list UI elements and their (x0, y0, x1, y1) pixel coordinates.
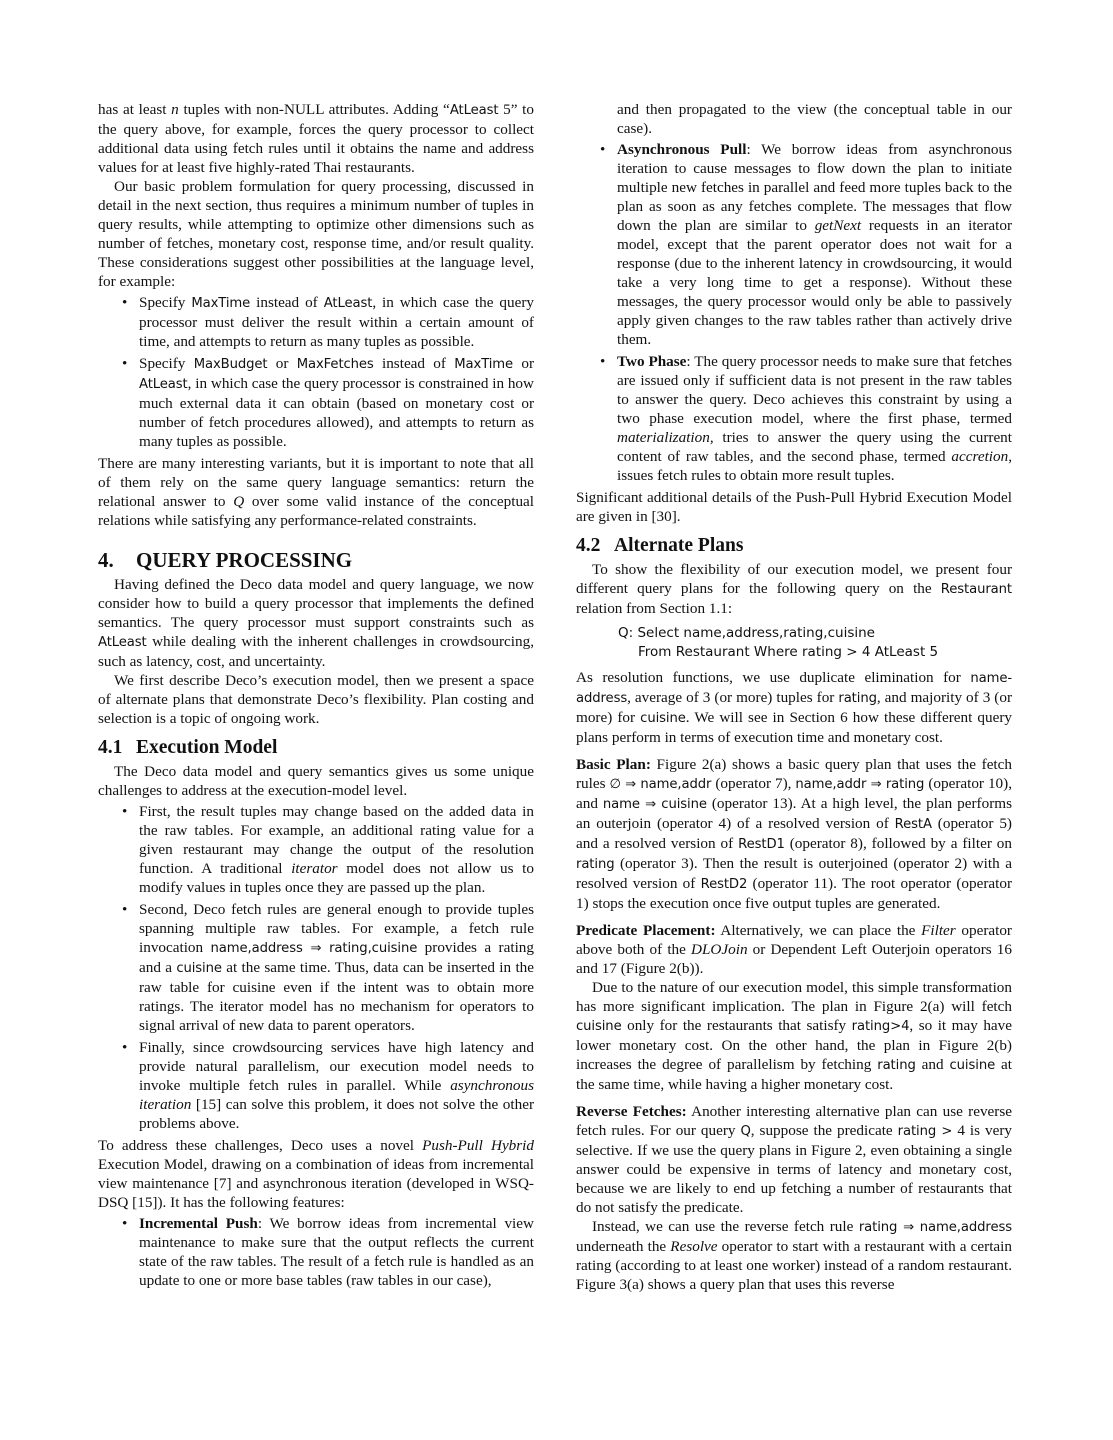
paragraph-variants-semantics: There are many interesting variants, but it is important to note that all of them rely on the same query language semantics: return the relational answer to Q over some valid instance of the conceptual relations while satisfying any performance-related constraints. (98, 455, 535, 529)
paragraph-predicate-placement: Predicate Placement: Alternatively, we can place the Filter operator above both of the DLOJoin or Dependent Left Outerjoin operators 16 and 17 (Figure 2(b)). (576, 922, 1012, 977)
paragraph-transformation-implication: Due to the nature of our execution model, this simple transformation has more significant implication. The plan in Figure 2(a) will fetch cuisine only for the restaurants that satisfy rating>4, so it may have lower monetary cost. On the other hand, the plan in Figure 2(b) increases the degree of parallelism by fetching rating and cuisine at the same time, while having a higher monetary cost. (576, 979, 1012, 1093)
math-n: n (171, 101, 179, 118)
paragraph-atleast-example: has at least n tuples with non-NULL attributes. Adding “AtLeast 5” to the query above, for example, forces the query processor to collect additional data using fetch rules until it obtains the name and address values for at least five highly-rated Thai restaurants. (98, 101, 534, 176)
right-column (576, 100, 1012, 1294)
list-item: • Specify MaxTime instead of AtLeast, in which case the query processor must deliver the result within a certain amount of time, and attempts to return as many tuples as possible. (139, 293, 534, 351)
subsection-heading-execution-model: 4.1 Execution Model (98, 737, 278, 758)
paragraph-query-processor-intro: Having defined the Deco data model and query language, we now consider how to build a query processor that implements the defined semantics. The query processor must support constraints such as AtLeast while dealing with the inherent challenges in crowdsourcing, such as latency, cost, and uncertainty. (98, 576, 534, 670)
paragraph-reverse-fetches: Reverse Fetches: Another interesting alternative plan can use reverse fetch rules. For our query Q, suppose the predicate rating > 4 is very selective. If we use the query plans in Figure 2, even obtaining a single answer could be expensive in terms of latency and monetary cost, because we are likely to end up fetching a number of restaurants that do not satisfy the predicate. (576, 1103, 1012, 1216)
list-item: • Finally, since crowdsourcing services have high latency and provide natural parallelism, our execution model needs to invoke multiple fetch rules in parallel. While asynchronous iteration [15] can solve this problem, it does not solve the other problems above. (139, 1038, 534, 1133)
list-item: • Second, Deco fetch rules are general enough to provide tuples spanning multiple raw tables. For example, a fetch rule invocation name,address ⇒ rating,cuisine provides a rating and a cuisine at the same time. Thus, data can be inserted in the raw table for cuisine even if the intent was to obtain more ratings. The iterator model has no mechanism for operators to signal arrival of new data to parent operators. (139, 900, 534, 1035)
left-column (98, 100, 534, 1293)
language-variants-list (98, 293, 534, 451)
paragraph-challenges-intro: The Deco data model and query semantics gives us some unique challenges to address at the execution-model level. (98, 763, 534, 799)
section-heading-query-processing: 4. QUERY PROCESSING (98, 548, 353, 572)
paragraph-section-overview: We first describe Deco’s execution model, then we present a space of alternate plans that demonstrate Deco’s flexibility. Plan costing and selection is a topic of ongoing work. (98, 672, 534, 727)
list-item: • First, the result tuples may change based on the added data in the raw tables. For example, an additional rating value for a given restaurant may change the output of the resolution function. A traditional iterator model does not allow us to modify values in tuples once they are passed up the plan. (139, 802, 534, 897)
keyword-atleast: AtLeast (449, 103, 499, 118)
subsection-heading-alternate-plans: 4.2 Alternate Plans (576, 535, 744, 556)
paragraph-push-pull-intro: To address these challenges, Deco uses a novel Push-Pull Hybrid Execution Model, drawing on a combination of ideas from incremental view maintenance [7] and asynchronous iteration (developed in WSQ-DSQ [15]). It has the following features: (98, 1137, 534, 1211)
query-line-2: From Restaurant Where rating > 4 AtLeast 5 (638, 644, 939, 660)
list-item: • Incremental Push: We borrow ideas from incremental view maintenance to make sure that the output reflects the current state of the raw tables. The result of a fetch rule is handled as an update to one or more base tables (raw tables in our case), (139, 1214, 534, 1290)
paragraph-problem-formulation: Our basic problem formulation for query processing, discussed in detail in the next section, thus requires a minimum number of tuples in query results, while attempting to optimize other dimensions such as number of fetches, monetary cost, response time, and/or result quality. These considerations suggest other possibilities at the language level, for example: (98, 178, 534, 290)
paragraph-plans-intro: To show the flexibility of our execution model, we present four different query plans for the following query on the Restaurant relation from Section 1.1: (576, 561, 1012, 617)
features-list (98, 1214, 534, 1290)
list-item: • Specify MaxBudget or MaxFetches instead of MaxTime or AtLeast, in which case the query processor is constrained in how much external data it can obtain (based on monetary cost or number of fetch procedures allowed), and attempts to return as many tuples as possible. (139, 354, 534, 451)
paragraph-reverse-fetch-rule: Instead, we can use the reverse fetch rule rating ⇒ name,address underneath the Resolve operator to start with a restaurant with a certain rating (according to at least one worker) instead of a random restaurant. Figure 3(a) shows a query plan that uses this reverse (576, 1218, 1012, 1293)
paragraph-resolution-functions: As resolution functions, we use duplicate elimination for name-address, average of 3 (or more) tuples for rating, and majority of 3 (or more) for cuisine. We will see in Section 6 how these different query plans perform in terms of execution time and monetary cost. (576, 669, 1012, 746)
list-item: • Asynchronous Pull: We borrow ideas from asynchronous iteration to cause messages to flow down the plan to initiate multiple new fetches in parallel and feed more tuples back to the plan as soon as any fetches complete. The messages that flow down the plan are similar to getNext requests in an iterator model, except that the parent operator does not wait for a response (due to the inherent latency in crowdsourcing, it would take a very long time to get a response). Without these messages, the query processor would only be able to passively apply given changes to the raw tables rather than actively drive them. (617, 140, 1012, 349)
paragraph-additional-details: Significant additional details of the Push-Pull Hybrid Execution Model are given in [30]. (576, 489, 1012, 525)
features-list-continued (576, 140, 1012, 485)
query-line-1: Q: Select name,address,rating,cuisine (618, 625, 875, 641)
list-item-continuation: and then propagated to the view (the conceptual table in our case). (617, 101, 1012, 137)
math-q: Q (233, 493, 245, 510)
paragraph-basic-plan: Basic Plan: Figure 2(a) shows a basic query plan that uses the fetch rules ∅ ⇒ name,addr (operator 7), name,addr ⇒ rating (operator 10), and name ⇒ cuisine (operator 13). At a high level, the plan performs an outerjoin (operator 4) of a resolved version of RestA (operator 5) and a resolved version of RestD1 (operator 8), followed by a filter on rating (operator 3). Then the result is outerjoined (operator 2) with a resolved version of RestD2 (operator 11). The root operator (operator 1) stops the execution once five output tuples are generated. (576, 756, 1013, 912)
query-listing (618, 624, 1012, 662)
list-item: • Two Phase: The query processor needs to make sure that fetches are issued only if sufficient data is not present in the raw tables to answer the query. Deco achieves this constraint by using a two phase execution model, where the first phase, termed materialization, tries to answer the query using the current content of raw tables, and the second phase, termed accretion, issues fetch rules to obtain more result tuples. (617, 352, 1012, 485)
challenges-list (98, 802, 534, 1133)
